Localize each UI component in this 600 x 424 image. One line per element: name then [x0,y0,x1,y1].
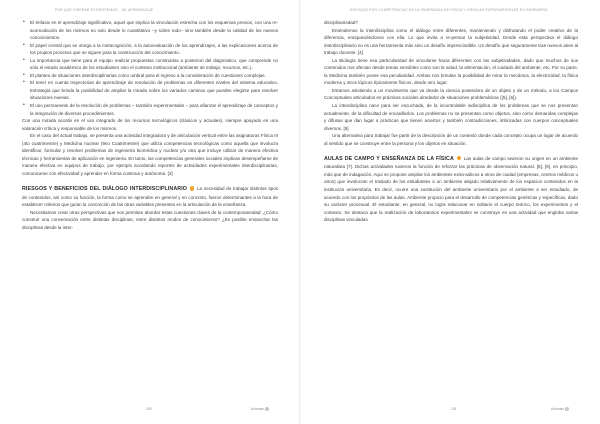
bullet-icon: • [23,41,25,48]
list-item [22,72,278,80]
bullet-list [22,19,278,117]
paragraph: Necesitamos crear otras perspectivas que nos permitan abordar estas cuestiones claves de la contemporaneidad: ¿Cómo construir una conversación entre distintas disciplinas, entre distintos modos de conocimiento? ¿Es posible ensanchar las disciplinas desde la inter- [22,209,278,230]
orange-circle-icon [457,156,462,161]
bullet-icon: • [23,19,25,25]
page-body [324,19,578,224]
list-item [22,57,278,72]
publisher-brand [551,407,569,411]
running-head: POR QUE DISEÑAR ECOSISTEMAS... DE APRENDIZAJE [55,8,154,12]
paragraph: La Biología tiene esa particularidad de vincularse hacia diferentes con las subjetividades, dado que muchos de sus contenidos nos afectan desde temas sensibles como son la salud, la alimentación, el cuidado del ambiente, etc. Por su parte, la Medicina también posee esa peculiaridad. Ambas nos brindan la posibilidad de mirar la mecánica, la electricidad, la física moderna y otros tópicos típicamente físicos, desde otro lugar. [324,57,578,86]
list-item-text: El uso permanente de la resolución de problemas – también experimentales – para afianzar el aprendizaje de conceptos y la integración de diversos procedimientos. [30,103,278,116]
list-item [22,19,278,42]
brand-label: Axiomas [551,407,565,412]
orange-circle-icon [190,186,195,191]
spacer [324,147,578,155]
brand-logo-icon [265,407,269,411]
paragraph: Con una mirada acorde en el uso integrado de los recursos tecnológicos (clásicos y actuales), siempre apoyado en una valoración crítica y responsable de los mismos. [22,118,278,131]
right-page [300,0,600,424]
list-item-text: El papel central que se otorga a la metacognición, a la autoevaluación de los aprendizajes, a las explicaciones acerca de los propios procesos que se siguen para la construcción del conocimiento. [30,42,278,56]
list-item-text: El planteo de situaciones interdisciplinarias como umbral para el ingreso a la consideración de cuestiones complejas. [30,72,266,78]
page-number: 100 [146,407,152,411]
paragraph: Entendemos la interdisciplina como el diálogo entre diferentes, manteniendo y disfrutando el poder creativo de la diferencia, enriqueciéndonos con ella. Lo que invita a re-pensar la subjetividad. Desde esta perspectiva el diálogo interdisciplinario no es una herramienta más sino un desafío imprescindible. Un desafío que seguramente trae nuevos aires al trabajo docente. [4] [324,27,578,56]
paragraph: La interdisciplina nace para ser escuchada, de la incontrolable indisciplina de los problemas que se nos presentan actualmente, de la dificultad de encasillarlos. Los problemas no se presentan como objetos, sino como demandas complejas y difusas que dan lugar a prácticas que tienen aciertos y también contradicciones, imbricadas con cuerpos conceptuales diversos. [5] [324,103,578,131]
page-body [22,19,278,231]
paragraph: En el caso del actual trabajo, se presenta una actividad integradora y de articulación vertical entre las asignaturas Física III (4to cuatrimestre) y Medicina nuclear (9no Cuatrimestre) que utiliza competencias tecnológicas como aquella que involucra identificar, formular y resolver problemas de ingeniería biomédica y nuclear y/u otra que incluye utilizar de manera efectiva técnicas y herramientas de aplicación en ingeniería. En tanto, las competencias generales sociales implican desempeñarse de manera efectiva en equipos de trabajo, por ejemplo acordando reportes de actividades experimentales interdisciplinarias, comunicarse con efectividad y aprender en forma continua y autónoma. [3] [22,133,278,176]
spacer [22,177,278,185]
section-heading: RIESGOS Y BENEFICIOS DEL DIÁLOGO INTERDISCIPLINARIO [22,186,187,193]
paragraph: La necesidad de trabajar distintos tipos de contenidos, así como su función, la forma como se aprenden en general y en concreto, fueron determinantes a la hora de establecer criterios que guían la concreción de las otras variables presentes en la articulación de la enseñanza. [22,186,279,208]
brand-logo-icon [565,407,569,411]
bullet-icon: • [23,79,25,86]
list-item [22,79,278,102]
list-item-text: El énfasis en el aprendizaje significativo, aquel que implica la vinculación estrecha con los esquemas previos, con una re-acomodación de los mismos no solo desde lo cuantitativo –y sobre todo– sino también desde la calidad de los nuevos conocimientos. [30,20,278,41]
bullet-icon: • [23,71,25,78]
list-item-text: La importancia que tiene para el equipo realizar propuestas construidas a posteriori del diagnóstico, que comprende no sólo el estado académico de los estudiantes sino el contexto institucional (ambiente de trabajo, recursos, etc.). [30,57,278,71]
publisher-brand [251,407,269,411]
section-with-heading [324,155,578,224]
list-item-text: El tener en cuenta trayectorias de aprendizaje de resolución de problemas en diferentes niveles del sistema educativo. Estrategia que brinda la posibilidad de ampliar la mirada sobre los variados caminos que pueden elegirse para resolver situaciones nuevas. [30,80,278,101]
bullet-icon: • [23,56,25,63]
bullet-icon: • [23,102,25,109]
list-item [22,102,278,117]
brand-label: Axiomas [251,407,265,412]
paragraph: Una alternativa para trabajar fue partir de la descripción de un contexto donde cada concepto ocupa un lugar de acuerdo al sentido que se construye entre la persona y los objetos en situación. [324,133,578,146]
paragraph: Las aulas de campo tuvieron su origen en un ambiente naturalista [7]. Dichas actividades tuvieron la función de reforzar las prácticas de observación natural. [8], [9], en principio, más que de indagación. Aquí se propone ampliar los ambientes extra-aúlicos a otros de ciudad (empresas, centros médicos u otros) que involucran el traslado de los estudiantes a un ambiente alejado relativamente de los espacios contenidos en la institución universitaria. Es decir, ocurre una sustitución del ambiente universitario por el ambiente a ser estudiado, de acuerdo con los propósitos de las aulas. Ambiente propicio para el desarrollo de competencias genéricas y específicas, dado su carácter procesual. El estudiante, en general, no logra relacionar en solitario el cuerpo teórico, los experimentos y el contexto. Se destaca que la realización de laboratorios experimentales se construye en una actividad que engloba varias disciplinas vinculadas [324,155,579,223]
section-heading: AULAS DE CAMPO Y ENSEÑANZA DE LA FÍSICA [324,155,454,162]
list-item [22,42,278,57]
paragraph: Estamos asistiendo a un movimiento que va desde la ciencia poseedora de un objeto y de un método, a los Campos Conceptuales articulados en prácticas sociales alrededor de situaciones problemáticas ([5], [6]). [324,87,578,101]
section-with-heading [22,185,278,209]
running-head: ENFOQUE POR COMPETENCIAS EN LA ENSEÑANZA DE FÍSICA Y CIENCIAS EXPERIMENTALES EN INGENIERÍA [350,8,548,12]
paragraph: disciplinariedad? [324,20,358,25]
page-number: 101 [451,407,457,411]
